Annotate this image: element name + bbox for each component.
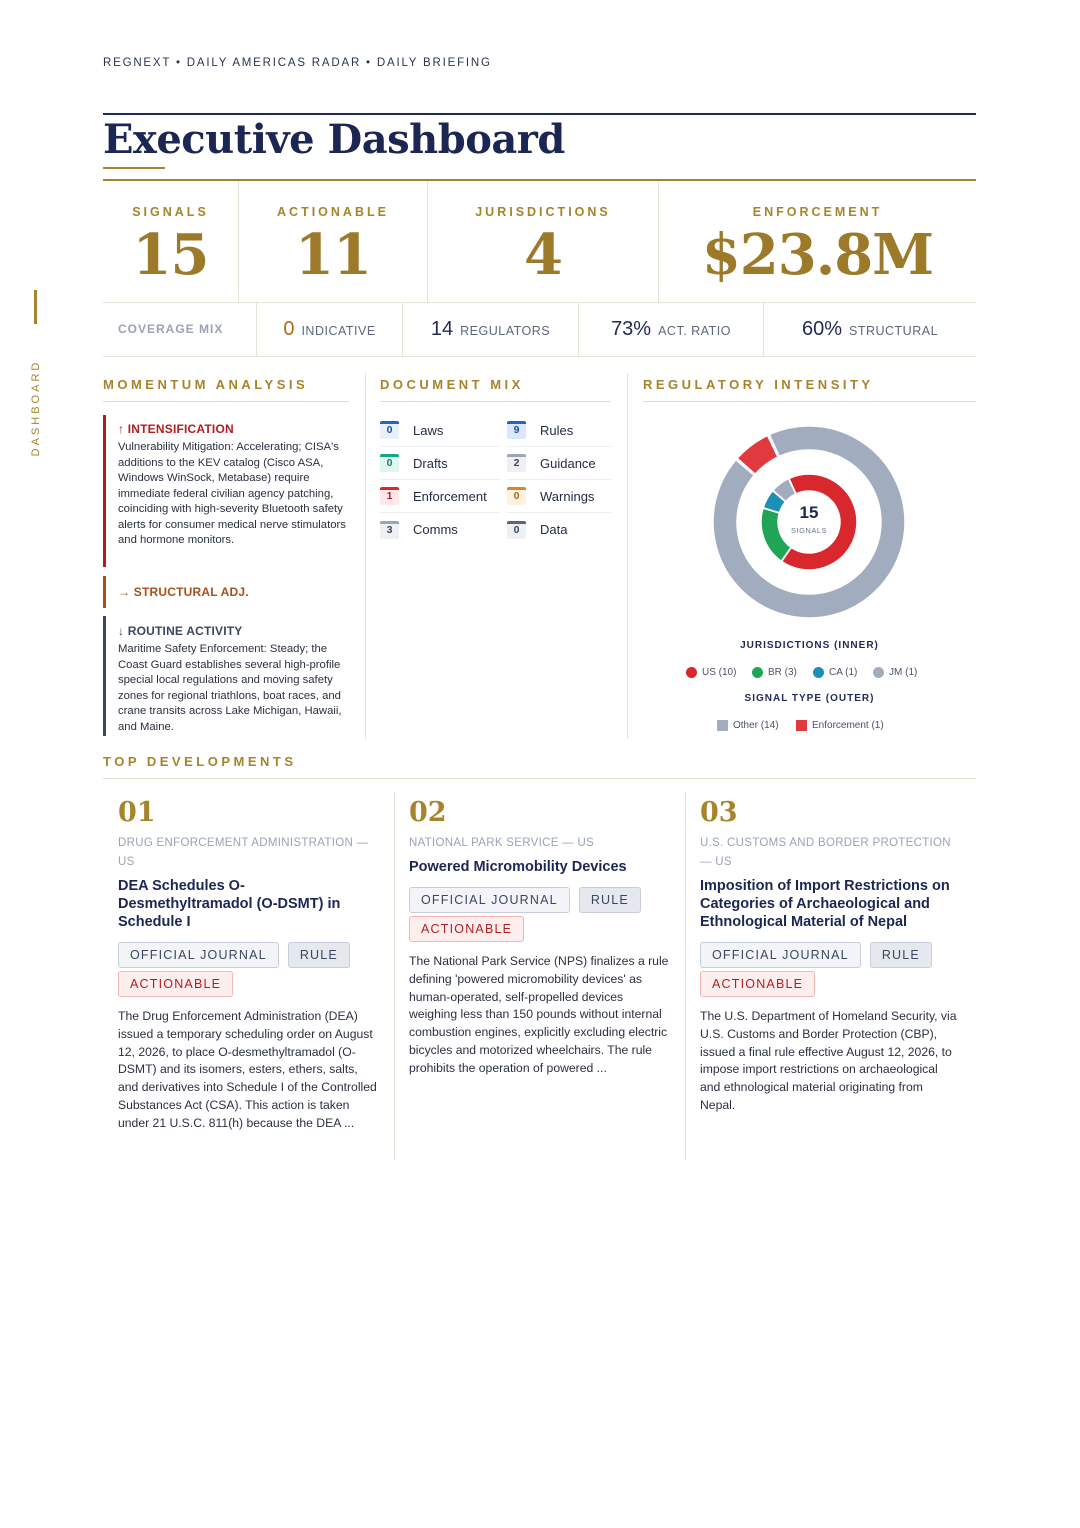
development-card-2[interactable]	[409, 796, 669, 1078]
momentum-title: → STRUCTURAL ADJ.	[118, 585, 249, 599]
intensity-heading: REGULATORY INTENSITY	[643, 377, 874, 392]
tag-actionable: ACTIONABLE	[118, 971, 233, 997]
card-number: 03	[700, 797, 738, 828]
intensity-rule	[643, 401, 976, 402]
kpi-row	[103, 181, 976, 303]
side-section-label: DASHBOARD	[30, 359, 42, 457]
coverage-act-ratio	[579, 303, 764, 356]
momentum-bar	[103, 576, 106, 608]
kpi-enforcement	[659, 181, 976, 302]
legend-item-enforcement	[796, 720, 884, 731]
coverage-value: 0	[283, 318, 295, 340]
document-mix-heading: DOCUMENT MIX	[380, 377, 524, 392]
momentum-bar	[103, 415, 106, 567]
doc-type-label: Warnings	[540, 488, 595, 504]
legend-label: Other (14)	[733, 720, 779, 731]
momentum-rule	[103, 401, 349, 402]
doc-type-label: Drafts	[413, 455, 448, 471]
tag-rule: RULE	[579, 887, 641, 913]
card-summary: The U.S. Department of Homeland Security, via U.S. Customs and Border Protection (CBP), issued a final rule effective August 12, 2026, to impose import restrictions on archaeological and ethnological material originating from Nepal.	[700, 1009, 957, 1112]
legend-label: JM (1)	[889, 667, 918, 678]
doc-count-badge: 3	[380, 521, 399, 539]
development-card-1[interactable]	[118, 796, 378, 1133]
development-card-3[interactable]	[700, 796, 960, 1115]
legend-swatch	[686, 667, 697, 678]
page-title: Executive Dashboard	[103, 116, 565, 163]
coverage-regulators	[403, 303, 579, 356]
coverage-label: ACT. RATIO	[658, 324, 731, 338]
kpi-jurisdictions	[428, 181, 659, 302]
legend-item-other	[717, 720, 779, 731]
kpi-actionable	[239, 181, 428, 302]
doc-type-label: Data	[540, 522, 568, 537]
kpi-value: 15	[132, 222, 209, 288]
tag-rule: RULE	[288, 942, 350, 968]
doc-type-comms	[380, 513, 500, 546]
doc-type-label: Comms	[413, 522, 458, 537]
donut-slice-br	[761, 508, 791, 561]
card-divider	[685, 792, 686, 1160]
legend-swatch	[873, 667, 884, 678]
tag-official-journal: OFFICIAL JOURNAL	[409, 887, 570, 913]
coverage-structural	[764, 303, 976, 356]
doc-count-badge: 9	[507, 421, 526, 439]
coverage-label: REGULATORS	[460, 324, 551, 338]
card-tags	[118, 942, 378, 997]
legend-item-us	[686, 667, 736, 678]
inner-legend-heading: JURISDICTIONS (INNER)	[740, 640, 879, 651]
coverage-mix-row	[103, 303, 976, 357]
card-tags	[700, 942, 960, 997]
tag-actionable: ACTIONABLE	[700, 971, 815, 997]
doc-type-label: Laws	[413, 422, 444, 438]
card-agency: NATIONAL PARK SERVICE — US	[409, 837, 595, 849]
card-agency: U.S. CUSTOMS AND BORDER PROTECTION — US	[700, 837, 951, 868]
doc-type-guidance	[507, 447, 611, 480]
doc-count-badge: 0	[380, 421, 399, 439]
top-developments-rule	[103, 778, 976, 779]
legend-swatch	[813, 667, 824, 678]
coverage-value: 60%	[801, 318, 842, 340]
coverage-value: 14	[430, 318, 454, 340]
doc-type-enforcement	[380, 480, 500, 513]
breadcrumb: REGNEXT • DAILY AMERICAS RADAR • DAILY BRIEFING	[103, 57, 492, 69]
kpi-label: ACTIONABLE	[277, 205, 389, 219]
card-tags	[409, 887, 669, 942]
donut-center-value: 15	[799, 503, 819, 522]
momentum-title: ↑ INTENSIFICATION	[118, 422, 234, 436]
momentum-routine	[103, 616, 351, 736]
kpi-value: 4	[524, 222, 562, 288]
card-number: 01	[118, 797, 156, 828]
momentum-bar	[103, 616, 106, 736]
doc-type-label: Guidance	[540, 455, 596, 471]
column-divider	[627, 373, 628, 739]
doc-type-drafts	[380, 447, 500, 480]
coverage-label: INDICATIVE	[301, 324, 376, 338]
card-number: 02	[409, 797, 447, 828]
legend-label: Enforcement (1)	[812, 720, 884, 731]
outer-legend-heading: SIGNAL TYPE (OUTER)	[744, 693, 875, 704]
doc-count-badge: 0	[507, 487, 526, 505]
doc-count-badge: 2	[507, 454, 526, 472]
momentum-structural	[103, 576, 351, 608]
document-mix-rule	[380, 401, 611, 402]
momentum-heading: MOMENTUM ANALYSIS	[103, 377, 309, 392]
legend-label: CA (1)	[829, 667, 858, 678]
donut-center-label: SIGNALS	[790, 526, 828, 535]
legend-swatch	[752, 667, 763, 678]
title-accent	[103, 167, 165, 169]
doc-count-badge: 1	[380, 487, 399, 505]
tag-official-journal: OFFICIAL JOURNAL	[700, 942, 861, 968]
kpi-label: SIGNALS	[132, 205, 209, 219]
doc-type-laws	[380, 414, 500, 447]
momentum-title: ↓ ROUTINE ACTIVITY	[118, 624, 243, 638]
legend-item-br	[752, 667, 797, 678]
kpi-label: JURISDICTIONS	[475, 205, 611, 219]
column-divider	[365, 373, 366, 739]
doc-type-label: Rules	[540, 422, 574, 438]
top-developments-heading: TOP DEVELOPMENTS	[103, 754, 297, 769]
coverage-indicative	[257, 303, 403, 356]
header-rule	[103, 113, 976, 115]
kpi-label: ENFORCEMENT	[752, 205, 883, 219]
tag-official-journal: OFFICIAL JOURNAL	[118, 942, 279, 968]
card-title[interactable]: Powered Micromobility Devices	[409, 859, 627, 875]
card-divider	[394, 792, 395, 1160]
coverage-mix-label: COVERAGE MIX	[103, 303, 257, 356]
legend-swatch	[796, 720, 807, 731]
card-summary: The National Park Service (NPS) finalizes a rule defining 'powered micromobility devices' as human-operated, self-propelled devices weighing less than 150 pounds without internal combustion engines, explicitly excluding electric bicycles and motorized wheelchairs. The rule prohibits the operation of powered ...	[409, 954, 669, 1075]
kpi-signals	[103, 181, 239, 302]
card-agency: DRUG ENFORCEMENT ADMINISTRATION — US	[118, 837, 369, 868]
card-summary: The Drug Enforcement Administration (DEA) issued a temporary scheduling order on August 12, 2026, to place O-desmethyltramadol (O-DSMT) and its isomers, esters, ethers, salts, and derivatives into Schedule I of the Controlled Substances Act (CSA). This action is taken under 21 U.S.C. 811(h) because the DEA ...	[118, 1009, 377, 1130]
coverage-label: STRUCTURAL	[848, 324, 939, 338]
coverage-value: 73%	[611, 318, 652, 340]
tag-rule: RULE	[870, 942, 932, 968]
side-accent-bar	[34, 290, 37, 324]
doc-type-rules	[507, 414, 611, 447]
legend-label: BR (3)	[768, 667, 797, 678]
doc-type-data	[507, 513, 611, 546]
regulatory-intensity-donut	[709, 422, 909, 622]
doc-type-warnings	[507, 480, 611, 513]
inner-ring	[761, 474, 857, 570]
doc-count-badge: 0	[507, 521, 526, 539]
doc-type-label: Enforcement	[413, 488, 487, 504]
momentum-body: Maritime Safety Enforcement: Steady; the Coast Guard establishes several high-profile special local regulations and moving safety zones for regional triathlons, boat races, and crane transits across Lake Michigan, Hawaii, and Maine.	[118, 643, 342, 733]
momentum-body: Vulnerability Mitigation: Accelerating; CISA's additions to the KEV catalog (Cisco ASA, Windows WinSock, Metabase) require immediate federal civilian agency patching, coinciding with high-severity Bluetooth safety alerts for consumer medical nerve stimulators and hormone monitors.	[118, 441, 346, 546]
card-title[interactable]: Imposition of Import Restrictions on Categories of Archaeological and Ethnological Material of Nepal	[700, 878, 950, 930]
legend-item-jm	[873, 667, 917, 678]
momentum-intensification	[103, 415, 351, 567]
legend-label: US (10)	[702, 667, 737, 678]
legend-swatch	[717, 720, 728, 731]
outer-ring	[713, 426, 905, 618]
kpi-value: $23.8M	[701, 222, 934, 288]
tag-actionable: ACTIONABLE	[409, 916, 524, 942]
doc-count-badge: 0	[380, 454, 399, 472]
legend-item-ca	[813, 667, 857, 678]
kpi-value: 11	[295, 222, 371, 288]
card-title[interactable]: DEA Schedules O-Desmethyltramadol (O-DSMT) in Schedule I	[118, 878, 341, 930]
